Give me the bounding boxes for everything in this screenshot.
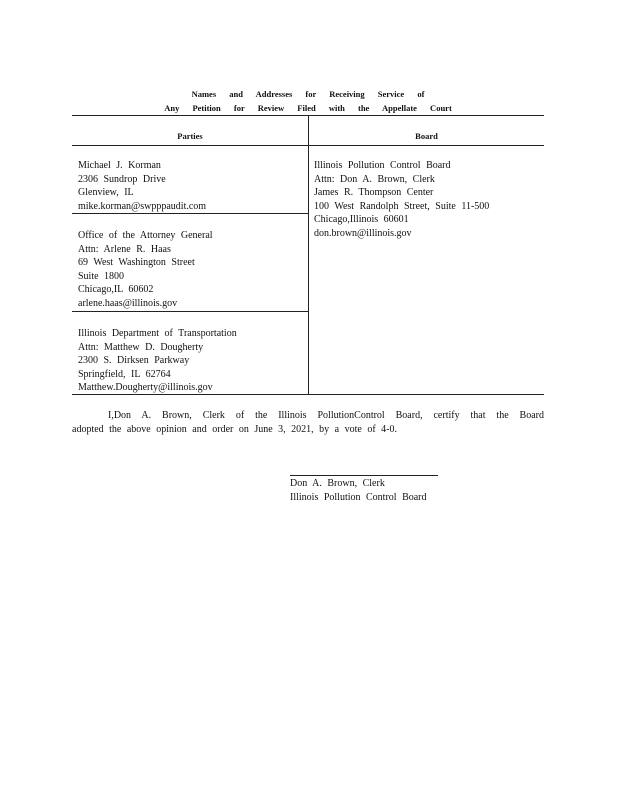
party-city: Chicago,IL 60602 xyxy=(78,284,154,296)
board-attn: Attn: Don A. Brown, Clerk xyxy=(314,173,435,185)
board-block xyxy=(314,159,489,241)
heading-line-2: Any Petition for Review Filed with the Appellate Court xyxy=(164,103,452,113)
party-suite: Suite 1800 xyxy=(78,270,125,282)
board-building: James R. Thompson Center xyxy=(314,187,434,199)
signature-org: Illinois Pollution Control Board xyxy=(290,491,427,503)
party-address: 2306 Sundrop Drive xyxy=(78,173,166,185)
signature-name: Don A. Brown, Clerk xyxy=(290,478,385,489)
party-attn: Attn: Arlene R. Haas xyxy=(78,243,171,255)
heading-line-1: Names and Addresses for Receiving Service of xyxy=(191,89,425,99)
party-name: Illinois Department of Transportation xyxy=(78,328,237,339)
party-divider xyxy=(72,311,308,312)
party-block-idot xyxy=(78,327,237,395)
party-divider xyxy=(72,213,308,214)
board-email: don.brown@illinois.gov xyxy=(314,227,412,239)
party-city: Glenview, IL xyxy=(78,187,134,199)
board-city: Chicago,Illinois 60601 xyxy=(314,214,409,226)
party-city: Springfield, IL 62764 xyxy=(78,368,171,380)
party-address: 69 West Washington Street xyxy=(78,257,195,269)
party-email: arlene.haas@illinois.gov xyxy=(78,297,178,309)
certification-paragraph xyxy=(72,409,544,437)
header-rule xyxy=(72,145,544,146)
parties-column-header: Parties xyxy=(177,131,203,141)
party-address: 2300 S. Dirksen Parkway xyxy=(78,355,190,367)
certification-line-2: adopted the above opinion and order on June 3, 2021, by a vote of 4-0. xyxy=(72,424,397,435)
signature-block xyxy=(290,477,427,504)
party-block-korman xyxy=(78,159,206,213)
service-address-table xyxy=(72,115,544,395)
party-email: Matthew.Dougherty@illinois.gov xyxy=(78,382,213,394)
party-email: mike.korman@swpppaudit.com xyxy=(78,200,207,212)
column-divider xyxy=(308,116,309,394)
board-address: 100 West Randolph Street, Suite 11-500 xyxy=(314,200,490,212)
signature-line xyxy=(290,475,438,476)
party-name: Michael J. Korman xyxy=(78,160,161,171)
party-name: Office of the Attorney General xyxy=(78,230,213,241)
party-attn: Attn: Matthew D. Dougherty xyxy=(78,341,204,353)
board-column-header: Board xyxy=(415,131,438,141)
party-block-attorney-general xyxy=(78,229,213,311)
board-name: Illinois Pollution Control Board xyxy=(314,160,451,171)
certification-line-1: I,Don A. Brown, Clerk of the Illinois PollutionControl Board, certify that the Board xyxy=(108,410,544,421)
